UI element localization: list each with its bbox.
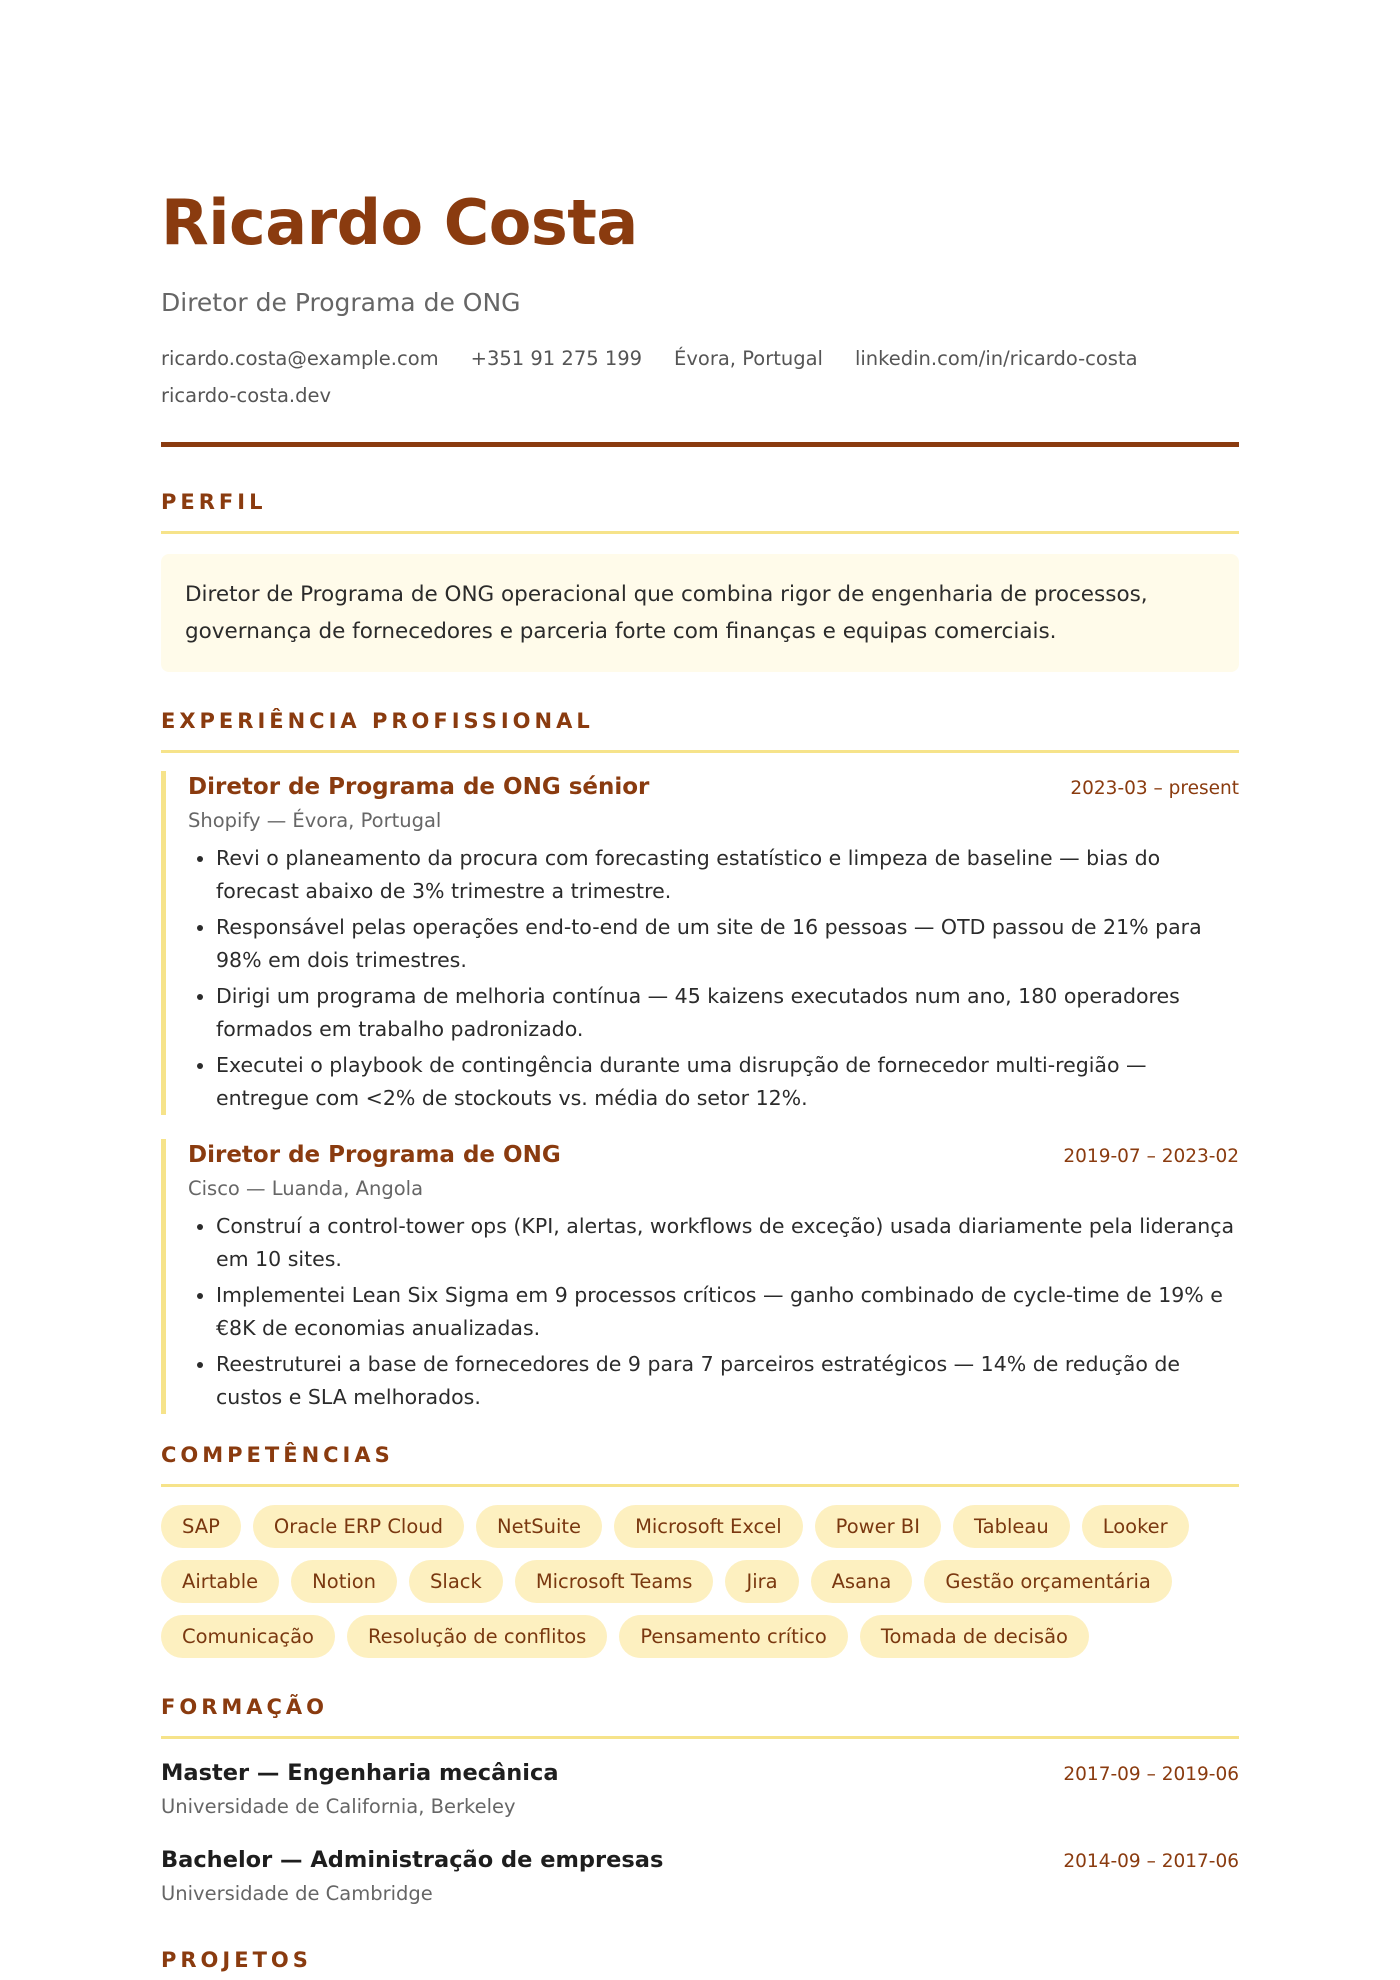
contact-website[interactable]: ricardo-costa.dev [161,384,332,407]
bullet-item: • Dirigi um programa de melhoria contínua — 45 kaizens executados num ano, 180 operadores formados em trabalho padronizado. [216,980,1239,1046]
experience-section [161,708,1239,1414]
skill-chip: Tableau [953,1505,1070,1548]
profile-section [161,489,1239,672]
section-title-education: FORMAÇÃO [161,1695,329,1719]
skill-chip: Microsoft Teams [515,1560,714,1603]
job-title: Diretor de Programa de ONG [188,1142,561,1168]
bullet-item: • Responsável pelas operações end-to-end de um site de 16 pessoas — OTD passou de 21% para 98% em dois trimestres. [216,911,1239,977]
skill-chip: Looker [1082,1505,1189,1548]
candidate-name: Ricardo Costa [161,186,638,259]
degree-date: 2014-09 – 2017-06 [1063,1851,1239,1872]
school-name: Universidade de Cambridge [161,1882,433,1905]
skill-chip: Tomada de decisão [860,1615,1089,1658]
skill-chip: Pensamento crítico [619,1615,848,1658]
experience-item [161,1139,1239,1414]
experience-item [161,771,1239,1115]
contact-line [161,340,1239,414]
degree-title: Master — Engenharia mecânica [161,1760,559,1786]
skill-chip: Power BI [815,1505,941,1548]
bullet-item: • Construí a control-tower ops (KPI, alertas, workflows de exceção) usada diariamente pela liderança em 10 sites. [216,1210,1239,1276]
education-section [161,1694,1239,1909]
contact-phone[interactable]: +351 91 275 199 [470,347,643,370]
skill-chip: Asana [811,1560,913,1603]
bullet-item: • Executei o playbook de contingência durante uma disrupção de fornecedor multi-região — entregue com <2% de stockouts vs. média do setor 12%. [216,1049,1239,1115]
skill-chip: Microsoft Excel [614,1505,803,1548]
job-title: Diretor de Programa de ONG sénior [188,774,650,800]
education-item [161,1844,1239,1909]
candidate-role: Diretor de Programa de ONG [161,288,521,317]
job-date: 2019-07 – 2023-02 [1063,1146,1239,1167]
projects-section [161,1947,1239,1973]
skill-chip: NetSuite [476,1505,602,1548]
profile-summary: Diretor de Programa de ONG operacional que combina rigor de engenharia de processos, governança de fornecedores e parceria forte com finanças e equipas comerciais. [161,554,1239,672]
skill-chip: Comunicação [161,1615,335,1658]
skill-chip: Resolução de conflitos [347,1615,607,1658]
header-divider [161,442,1239,447]
bullet-item: • Revi o planeamento da procura com forecasting estatístico e limpeza de baseline — bias do forecast abaixo de 3% trimestre a trimestre. [216,842,1239,908]
section-title-skills: COMPETÊNCIAS [161,1443,394,1467]
skill-chip: Gestão orçamentária [924,1560,1172,1603]
contact-location: Évora, Portugal [674,347,823,370]
section-divider [161,750,1239,753]
skill-chip: Slack [409,1560,503,1603]
section-title-experience: EXPERIÊNCIA PROFISSIONAL [161,709,594,733]
skill-chip: Airtable [161,1560,279,1603]
skills-list [161,1505,1239,1670]
section-title-profile: PERFIL [161,490,267,514]
section-title-projects: PROJETOS [161,1948,312,1972]
degree-title: Bachelor — Administração de empresas [161,1847,664,1873]
job-date: 2023-03 – present [1070,778,1239,799]
degree-date: 2017-09 – 2019-06 [1063,1764,1239,1785]
job-bullets [188,1210,1239,1414]
skills-section [161,1442,1239,1670]
section-divider [161,1736,1239,1739]
bullet-item: • Implementei Lean Six Sigma em 9 processos críticos — ganho combinado de cycle-time de 19% e €8K de economias anualizadas. [216,1279,1239,1345]
school-name: Universidade de California, Berkeley [161,1795,516,1818]
job-organization: Cisco — Luanda, Angola [188,1177,424,1200]
education-item [161,1757,1239,1822]
skill-chip: Jira [725,1560,798,1603]
job-organization: Shopify — Évora, Portugal [188,809,442,832]
section-divider [161,531,1239,534]
bullet-item: • Reestruturei a base de fornecedores de 9 para 7 parceiros estratégicos — 14% de redução de custos e SLA melhorados. [216,1348,1239,1414]
contact-linkedin[interactable]: linkedin.com/in/ricardo-costa [854,347,1138,370]
skill-chip: Oracle ERP Cloud [253,1505,464,1548]
contact-email[interactable]: ricardo.costa@example.com [161,347,439,370]
section-divider [161,1484,1239,1487]
skill-chip: Notion [291,1560,397,1603]
job-bullets [188,842,1239,1115]
skill-chip: SAP [161,1505,241,1548]
